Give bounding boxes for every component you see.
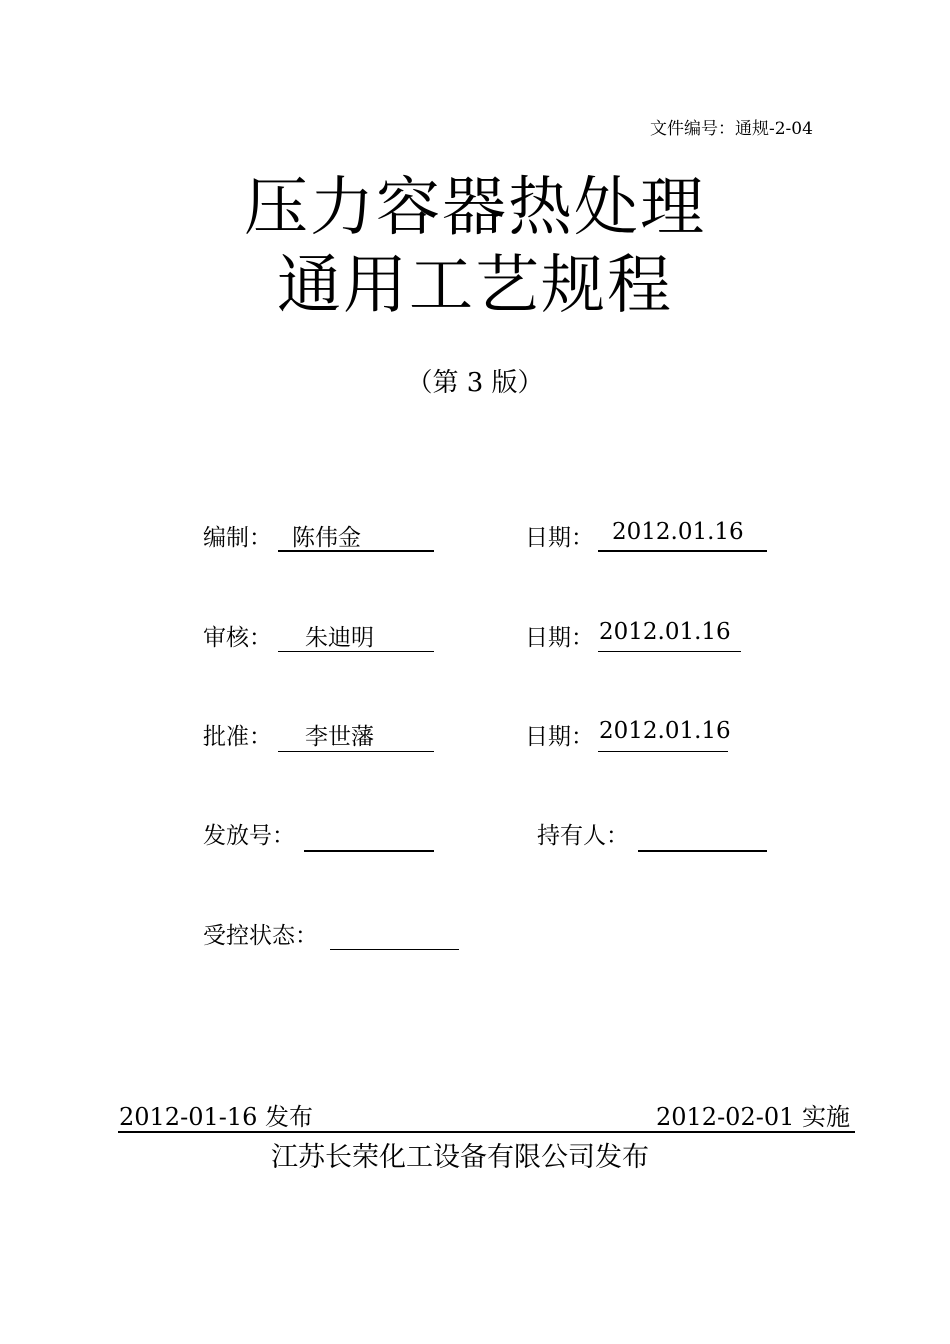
holder-field <box>638 850 767 852</box>
footer-divider <box>118 1131 855 1133</box>
review-date-label: 日期： <box>525 625 594 651</box>
review-label: 审核： <box>203 625 272 651</box>
publisher: 江苏长荣化工设备有限公司发布 <box>271 1142 649 1173</box>
document-number: 文件编号：通规-2-04 <box>650 119 813 139</box>
release-date: 2012-01-16 发布 <box>119 1103 314 1131</box>
review-date: 2012.01.16 <box>599 619 731 645</box>
issue-number-label: 发放号： <box>203 823 295 849</box>
compile-date: 2012.01.16 <box>612 519 744 545</box>
title-line-1: 压力容器热处理 <box>244 171 706 245</box>
review-name-underline <box>278 651 434 652</box>
issue-number-field <box>304 850 434 852</box>
compile-date-underline <box>598 550 767 552</box>
approve-date-underline <box>598 751 728 752</box>
edition: （第 3 版） <box>406 368 544 398</box>
control-status-field <box>330 949 459 950</box>
review-name: 朱迪明 <box>305 625 374 651</box>
title-line-2: 通用工艺规程 <box>277 249 673 323</box>
approve-name-underline <box>278 751 434 752</box>
compile-date-label: 日期： <box>525 525 594 551</box>
holder-label: 持有人： <box>537 823 629 849</box>
approve-name: 李世藩 <box>305 724 374 750</box>
approve-date-label: 日期： <box>525 724 594 750</box>
approve-date: 2012.01.16 <box>599 718 731 744</box>
effective-date: 2012-02-01 实施 <box>655 1103 850 1131</box>
approve-label: 批准： <box>203 724 272 750</box>
compile-label: 编制： <box>203 525 272 551</box>
compile-name-underline <box>278 550 434 552</box>
compile-name: 陈伟金 <box>292 525 361 551</box>
review-date-underline <box>598 651 741 652</box>
control-status-label: 受控状态： <box>203 923 318 949</box>
